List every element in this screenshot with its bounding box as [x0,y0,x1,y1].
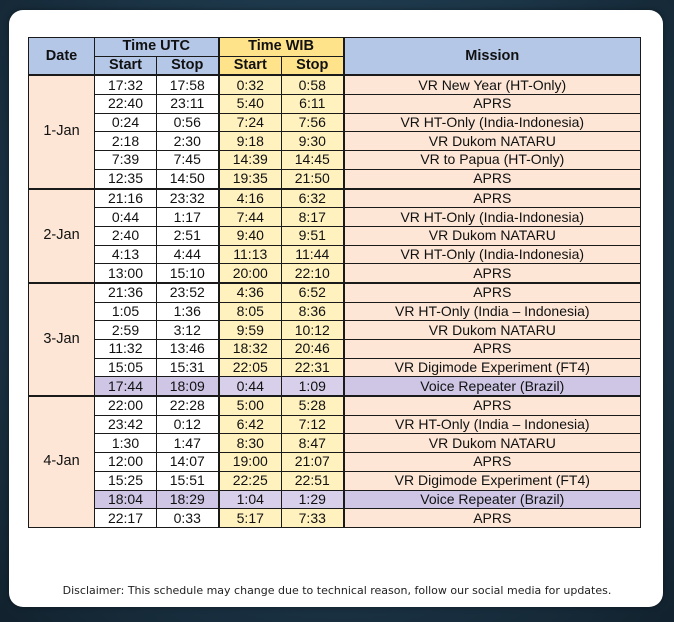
mission-cell: VR to Papua (HT-Only) [344,151,641,170]
wib-stop-cell: 22:31 [282,358,344,377]
utc-stop-cell: 2:51 [157,226,219,245]
wib-start-cell: 14:39 [219,151,282,170]
wib-stop-cell: 6:52 [282,283,344,302]
mission-cell: VR HT-Only (India-Indonesia) [344,113,641,132]
mission-cell: VR Dukom NATARU [344,321,641,340]
header-wib-start: Start [219,56,282,75]
header-date: Date [29,38,95,76]
wib-start-cell: 7:44 [219,208,282,227]
header-utc-start: Start [95,56,157,75]
utc-start-cell: 1:05 [95,302,157,321]
wib-start-cell: 0:32 [219,75,282,94]
wib-start-cell: 19:35 [219,169,282,188]
utc-stop-cell: 1:47 [157,434,219,453]
wib-start-cell: 5:40 [219,95,282,114]
utc-start-cell: 11:32 [95,340,157,359]
wib-start-cell: 20:00 [219,264,282,283]
table-row [29,471,641,490]
mission-cell: APRS [344,264,641,283]
utc-start-cell: 1:30 [95,434,157,453]
wib-start-cell: 9:40 [219,226,282,245]
table-row [29,509,641,528]
table-row [29,434,641,453]
wib-stop-cell: 8:47 [282,434,344,453]
header-mission: Mission [344,38,641,76]
utc-stop-cell: 14:07 [157,453,219,472]
utc-start-cell: 18:04 [95,490,157,509]
wib-start-cell: 22:05 [219,358,282,377]
wib-stop-cell: 1:09 [282,377,344,396]
utc-start-cell: 15:05 [95,358,157,377]
utc-start-cell: 2:59 [95,321,157,340]
utc-stop-cell: 13:46 [157,340,219,359]
utc-stop-cell: 15:51 [157,471,219,490]
utc-start-cell: 22:40 [95,95,157,114]
utc-start-cell: 0:24 [95,113,157,132]
wib-stop-cell: 22:10 [282,264,344,283]
utc-start-cell: 15:25 [95,471,157,490]
wib-stop-cell: 9:51 [282,226,344,245]
schedule-table [28,37,641,528]
table-row [29,169,641,188]
wib-stop-cell: 6:32 [282,189,344,208]
table-row [29,415,641,434]
mission-cell: Voice Repeater (Brazil) [344,490,641,509]
utc-start-cell: 7:39 [95,151,157,170]
table-row [29,321,641,340]
utc-start-cell: 22:17 [95,509,157,528]
table-header [29,38,641,76]
mission-cell: VR Dukom NATARU [344,226,641,245]
date-cell: 4-Jan [29,396,95,527]
table-row [29,208,641,227]
wib-stop-cell: 7:33 [282,509,344,528]
utc-stop-cell: 0:56 [157,113,219,132]
table-row [29,75,641,94]
mission-cell: APRS [344,340,641,359]
utc-stop-cell: 23:32 [157,189,219,208]
mission-cell: VR New Year (HT-Only) [344,75,641,94]
wib-start-cell: 6:42 [219,415,282,434]
utc-start-cell: 0:44 [95,208,157,227]
mission-cell: APRS [344,95,641,114]
table-row [29,113,641,132]
mission-cell: VR HT-Only (India-Indonesia) [344,245,641,264]
wib-start-cell: 19:00 [219,453,282,472]
mission-cell: APRS [344,283,641,302]
table-row [29,95,641,114]
utc-stop-cell: 22:28 [157,396,219,415]
utc-stop-cell: 0:33 [157,509,219,528]
utc-start-cell: 13:00 [95,264,157,283]
utc-stop-cell: 1:36 [157,302,219,321]
utc-stop-cell: 14:50 [157,169,219,188]
header-time-utc: Time UTC [95,38,219,57]
utc-stop-cell: 15:31 [157,358,219,377]
wib-stop-cell: 8:36 [282,302,344,321]
date-cell: 2-Jan [29,189,95,283]
wib-stop-cell: 10:12 [282,321,344,340]
utc-stop-cell: 1:17 [157,208,219,227]
utc-stop-cell: 7:45 [157,151,219,170]
utc-stop-cell: 2:30 [157,132,219,151]
wib-start-cell: 8:30 [219,434,282,453]
utc-start-cell: 21:36 [95,283,157,302]
mission-cell: APRS [344,509,641,528]
date-cell: 3-Jan [29,283,95,396]
mission-cell: VR Dukom NATARU [344,434,641,453]
utc-start-cell: 23:42 [95,415,157,434]
mission-cell: VR HT-Only (India – Indonesia) [344,415,641,434]
mission-cell: APRS [344,189,641,208]
mission-cell: APRS [344,453,641,472]
table-row [29,340,641,359]
mission-cell: VR HT-Only (India-Indonesia) [344,208,641,227]
wib-start-cell: 7:24 [219,113,282,132]
table-row [29,245,641,264]
wib-stop-cell: 1:29 [282,490,344,509]
utc-start-cell: 17:44 [95,377,157,396]
date-cell: 1-Jan [29,75,95,188]
mission-cell: VR Digimode Experiment (FT4) [344,358,641,377]
wib-start-cell: 0:44 [219,377,282,396]
table-row [29,264,641,283]
wib-start-cell: 18:32 [219,340,282,359]
wib-stop-cell: 11:44 [282,245,344,264]
table-row [29,302,641,321]
wib-stop-cell: 7:56 [282,113,344,132]
table-row [29,132,641,151]
table-row [29,283,641,302]
utc-stop-cell: 18:09 [157,377,219,396]
wib-start-cell: 8:05 [219,302,282,321]
table-row [29,226,641,245]
wib-start-cell: 9:59 [219,321,282,340]
mission-cell: VR Digimode Experiment (FT4) [344,471,641,490]
wib-start-cell: 1:04 [219,490,282,509]
wib-start-cell: 4:16 [219,189,282,208]
table-row [29,396,641,415]
utc-start-cell: 4:13 [95,245,157,264]
utc-start-cell: 2:18 [95,132,157,151]
wib-start-cell: 4:36 [219,283,282,302]
header-wib-stop: Stop [282,56,344,75]
mission-cell: APRS [344,169,641,188]
mission-cell: VR Dukom NATARU [344,132,641,151]
utc-start-cell: 12:00 [95,453,157,472]
wib-stop-cell: 5:28 [282,396,344,415]
utc-start-cell: 12:35 [95,169,157,188]
table-body [29,75,641,527]
wib-stop-cell: 6:11 [282,95,344,114]
wib-stop-cell: 7:12 [282,415,344,434]
table-row [29,377,641,396]
mission-cell: VR HT-Only (India – Indonesia) [344,302,641,321]
utc-stop-cell: 17:58 [157,75,219,94]
wib-stop-cell: 14:45 [282,151,344,170]
table-row [29,189,641,208]
wib-stop-cell: 8:17 [282,208,344,227]
disclaimer-text: Disclaimer: This schedule may change due to technical reason, follow our social media for updates. [62,584,612,597]
utc-start-cell: 17:32 [95,75,157,94]
wib-start-cell: 11:13 [219,245,282,264]
wib-stop-cell: 9:30 [282,132,344,151]
wib-stop-cell: 20:46 [282,340,344,359]
table-row [29,151,641,170]
utc-stop-cell: 23:52 [157,283,219,302]
wib-start-cell: 9:18 [219,132,282,151]
utc-stop-cell: 4:44 [157,245,219,264]
mission-cell: Voice Repeater (Brazil) [344,377,641,396]
wib-start-cell: 22:25 [219,471,282,490]
utc-start-cell: 21:16 [95,189,157,208]
utc-stop-cell: 23:11 [157,95,219,114]
utc-stop-cell: 15:10 [157,264,219,283]
utc-start-cell: 22:00 [95,396,157,415]
header-time-wib: Time WIB [219,38,344,57]
wib-stop-cell: 22:51 [282,471,344,490]
utc-stop-cell: 3:12 [157,321,219,340]
table-row [29,358,641,377]
wib-stop-cell: 0:58 [282,75,344,94]
utc-start-cell: 2:40 [95,226,157,245]
wib-start-cell: 5:00 [219,396,282,415]
utc-stop-cell: 0:12 [157,415,219,434]
mission-cell: APRS [344,396,641,415]
table-row [29,453,641,472]
wib-stop-cell: 21:50 [282,169,344,188]
utc-stop-cell: 18:29 [157,490,219,509]
table-row [29,490,641,509]
header-utc-stop: Stop [157,56,219,75]
wib-stop-cell: 21:07 [282,453,344,472]
wib-start-cell: 5:17 [219,509,282,528]
